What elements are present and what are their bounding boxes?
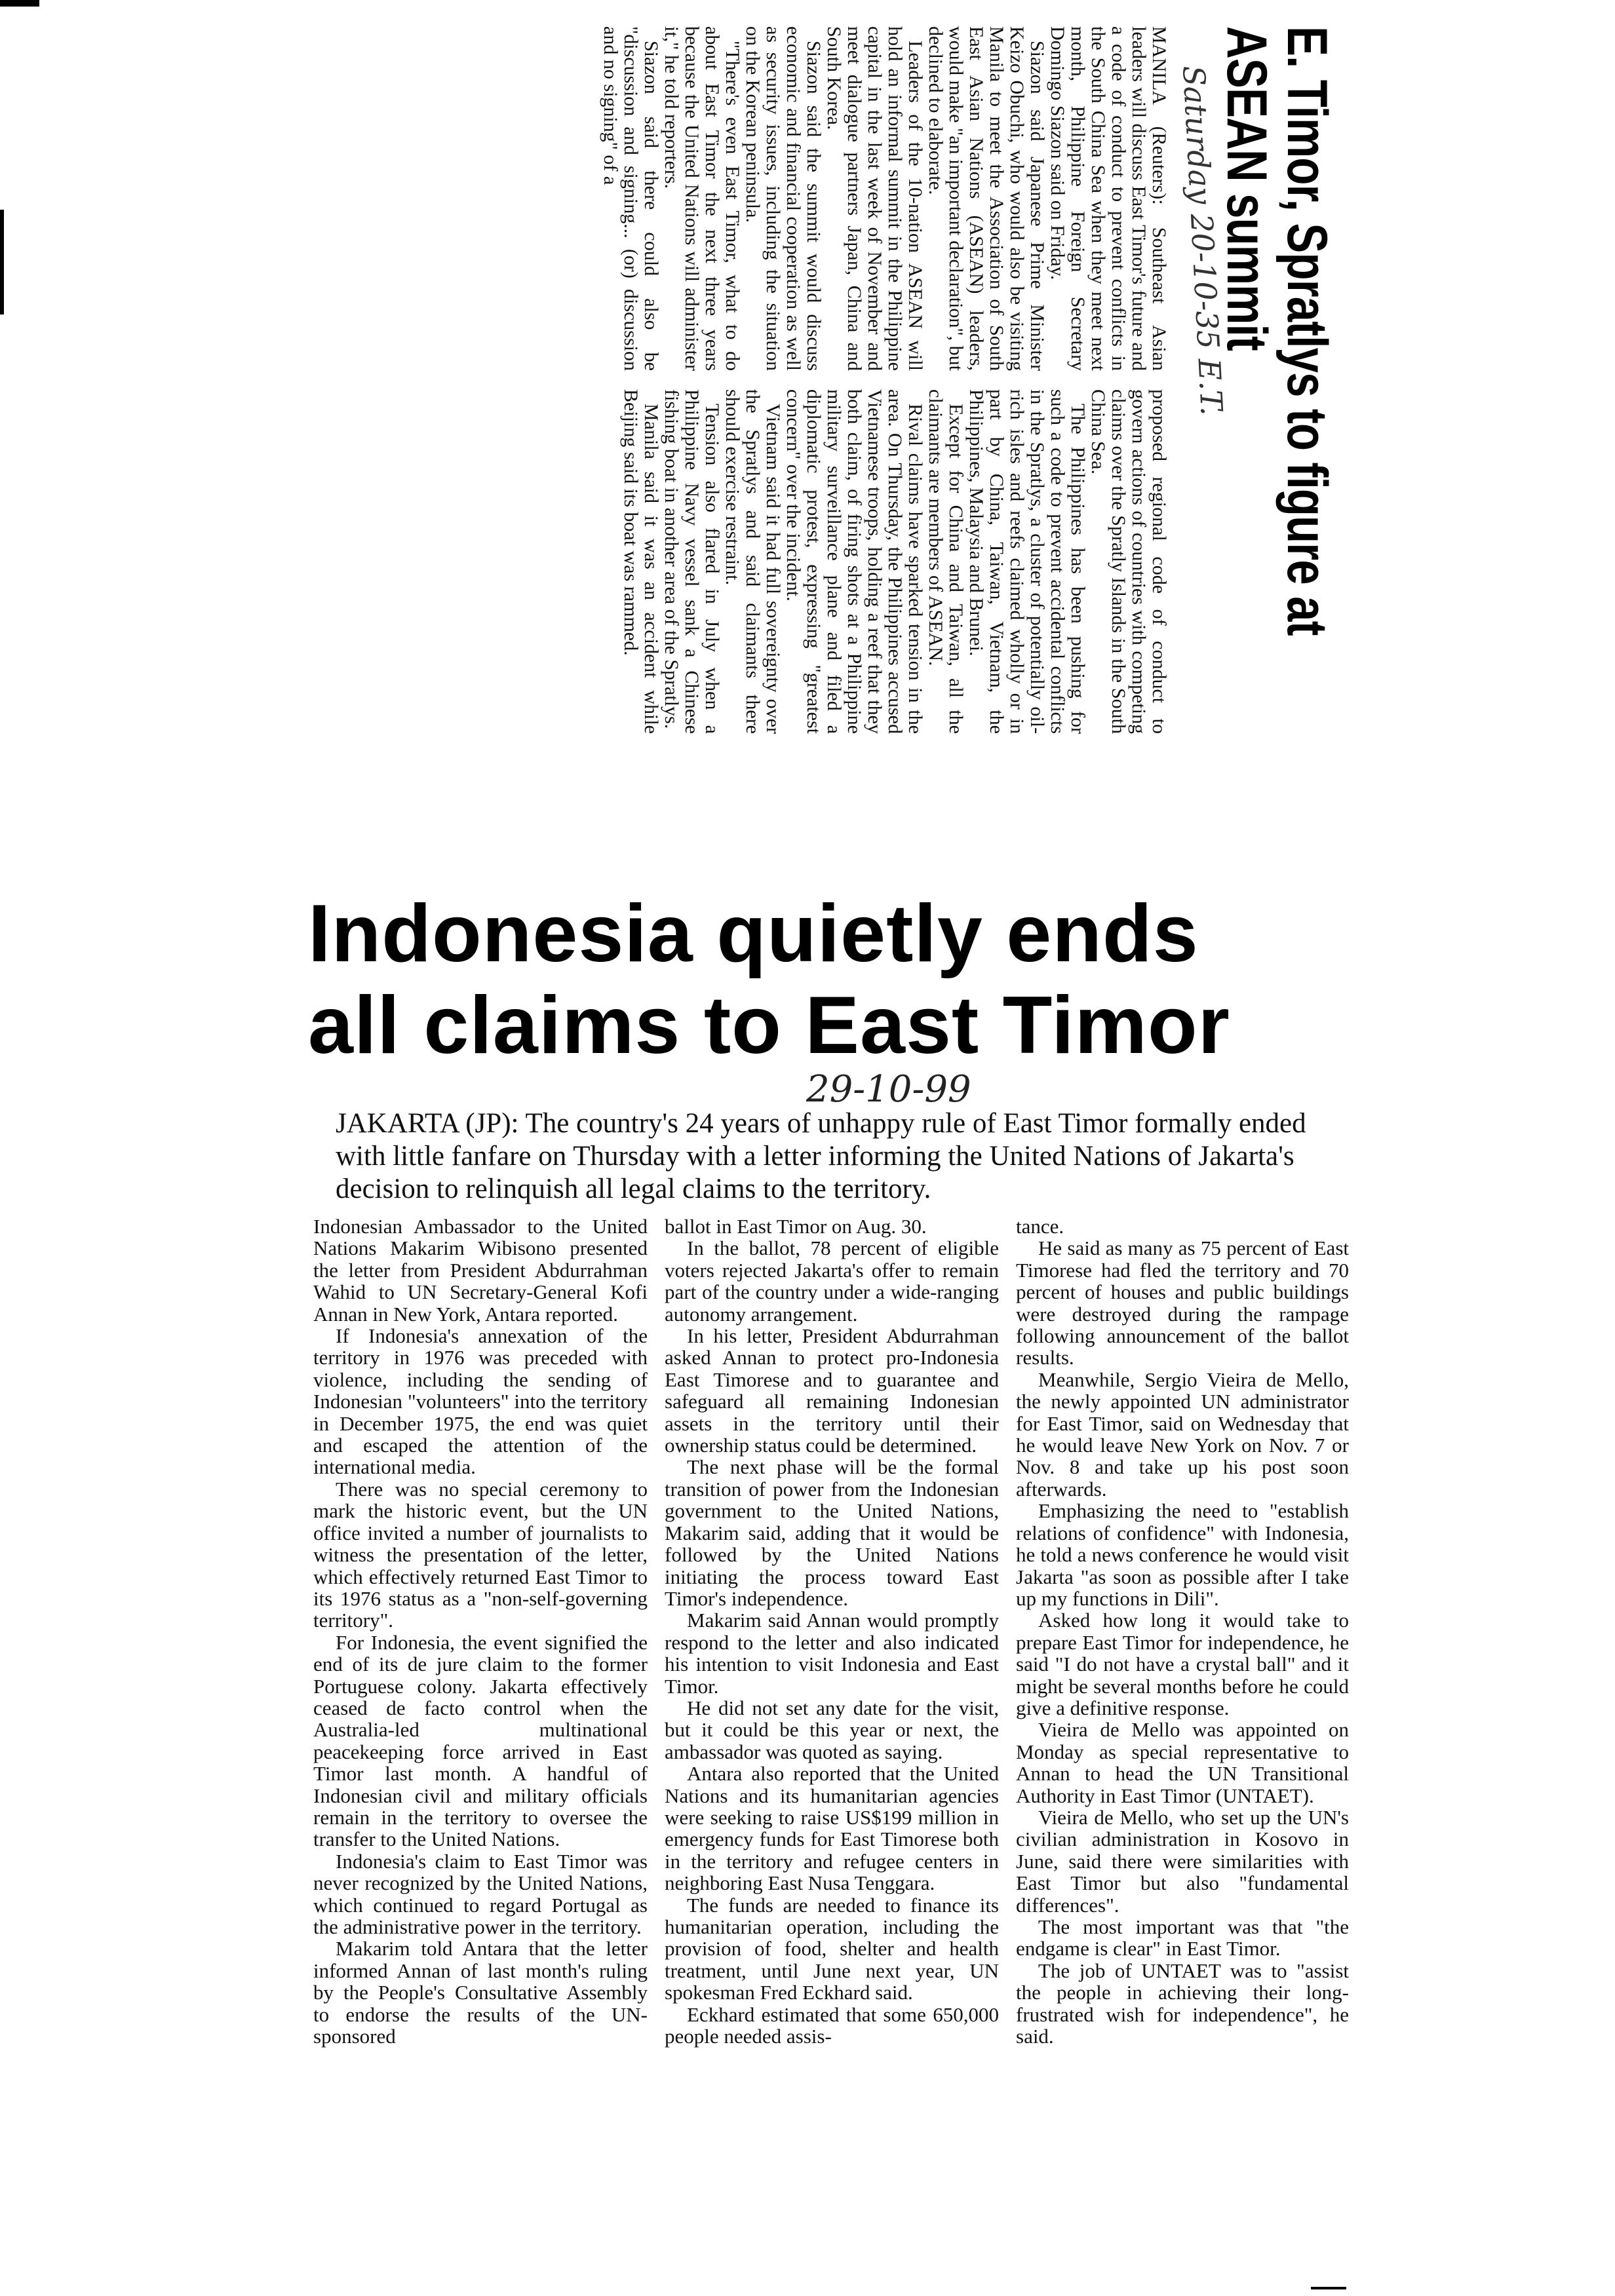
paragraph: Meanwhile, Sergio Vieira de Mello, the newly appointed UN administrator for East Timor, said on Wednesday that he would leave New York on Nov. 7 or Nov. 8 and take up his post soon afterwards. xyxy=(1016,1368,1349,1501)
paragraph: proposed regional code of conduct to govern actions of countries with competing claims over the Spratly Islands in the South China Sea. xyxy=(1087,389,1170,734)
paragraph: The most important was that "the endgame is clear" in East Timor. xyxy=(1016,1915,1349,1961)
paragraph: In the ballot, 78 percent of eligible voters rejected Jakarta's offer to remain part of the country under a wide-ranging autonomy arrangement. xyxy=(665,1236,999,1326)
paragraph: He did not set any date for the visit, but it could be this year or next, the ambassador was quoted as saying. xyxy=(665,1696,999,1763)
paragraph: He said as many as 75 percent of East Timorese had fled the territory and 70 percent of houses and public buildings were destroyed during the rampage following announcement of the ballot results. xyxy=(1016,1236,1349,1369)
article1-handwritten-note: Saturday 20-10-35 E.T. xyxy=(1176,64,1230,417)
article2-handwritten-date: 29-10-99 xyxy=(806,1068,971,1111)
article2-column-1 xyxy=(313,1215,648,2270)
paragraph: Rival claims have sparked tension in the area. On Thursday, the Philippines accused Vietnamese troops, holding a reef that they both claim, of firing shots at a Philippine military surveillance plane and filed a diplomatic protest, expressing "greatest concern" over the incident. xyxy=(783,389,926,734)
paragraph: Antara also reported that the United Nations and its humanitarian agencies were seeking to raise US$199 million in emergency funds for East Timorese both in the territory and refugee centers in neighboring East Nusa Tenggara. xyxy=(665,1762,999,1895)
scan-edge-mark-top xyxy=(0,0,39,7)
paragraph: Leaders of the 10-nation ASEAN will hold an informal summit in the Philippine capital in the last week of November and meet dialogue partners Japan, China and South Korea. xyxy=(823,26,926,371)
article1-column-2 xyxy=(600,389,1169,734)
paragraph: Asked how long it would take to prepare East Timor for independence, he said "I do not have a crystal ball" and it might be several months before he could give a definitive response. xyxy=(1016,1609,1349,1719)
paragraph: tance. xyxy=(1016,1215,1064,1238)
article-end-rule xyxy=(1311,2287,1346,2289)
paragraph: The job of UNTAET was to "assist the people in achieving their long-frustrated wish for independence", he said. xyxy=(1016,1959,1349,2048)
paragraph: MANILA (Reuters): Southeast Asian leaders will discuss East Timor's future and a code of conduct to prevent conflicts in the South China Sea when they meet next month, Philippine Foreign Secretary Domingo Siazon said on Friday. xyxy=(1047,26,1170,371)
paragraph: ballot in East Timor on Aug. 30. xyxy=(665,1215,927,1238)
paragraph: Manila said it was an accident while Beijing said its boat was rammed. xyxy=(620,389,662,734)
paragraph: Vietnam said it had full sovereignty over the Spratlys and said claimants there should exercise restraint. xyxy=(722,389,784,734)
paragraph: Eckhard estimated that some 650,000 people needed assis- xyxy=(665,2002,999,2048)
paragraph: Indonesia's claim to East Timor was never recognized by the United Nations, which continued to regard Portugal as the administrative power in the territory. xyxy=(313,1849,648,1938)
scan-edge-mark xyxy=(0,210,4,315)
paragraph: The next phase will be the formal transition of power from the Indonesian government to the United Nations, Makarim said, adding that it would be followed by the United Nations initiating the process toward East Timor's independence. xyxy=(665,1455,999,1610)
paragraph: Siazon said the summit would discuss economic and financial cooperation as well as security issues, including the situation on the Korean peninsula. xyxy=(742,26,825,371)
headline-line-2: all claims to East Timor xyxy=(308,980,1230,1071)
paragraph: "There's even East Timor, what to do about East Timor the next three years because the United Nations will administer it," he told reporters. xyxy=(661,26,743,371)
paragraph: In his letter, President Abdurrahman asked Annan to protect pro-Indonesia East Timorese and to guarantee and safeguard all remaining Indonesian assets in the territory until their ownership status could be determined. xyxy=(665,1324,999,1457)
article2-body xyxy=(313,1215,1349,2270)
article2-headline xyxy=(308,888,1370,1071)
paragraph: Vieira de Mello was appointed on Monday as special representative to Annan to head the UN Transitional Authority in East Timor (UNTAET). xyxy=(1016,1718,1349,1807)
headline-line-1: Indonesia quietly ends xyxy=(308,889,1199,979)
article1-headline: E. Timor, Spratlys to figure at ASEAN summit xyxy=(1215,26,1338,636)
article1-column-1 xyxy=(600,26,1169,371)
paragraph: Except for China and Taiwan, all the claimants are members of ASEAN. xyxy=(925,389,967,734)
article2-column-2 xyxy=(665,1215,999,2270)
rotated-article-asean-summit xyxy=(328,26,1337,734)
paragraph: There was no special ceremony to mark the historic event, but the UN office invited a number of journalists to witness the presentation of the letter, which effectively returned East Timor to its 1976 status as a "non-self-governing territory". xyxy=(313,1477,648,1632)
paragraph: Indonesian Ambassador to the United Nations Makarim Wibisono presented the letter from President Abdurrahman Wahid to UN Secretary-General Kofi Annan in New York, Antara reported. xyxy=(313,1215,648,1326)
paragraph: Makarim told Antara that the letter informed Annan of last month's ruling by the People's Consultative Assembly to endorse the results of the UN-sponsored xyxy=(313,1937,648,2048)
paragraph: Emphasizing the need to "establish relations of confidence" with Indonesia, he told a news conference he would visit Jakarta "as soon as possible after I take up my functions in Dili". xyxy=(1016,1499,1349,1610)
paragraph: For Indonesia, the event signified the end of its de jure claim to the former Portuguese colony. Jakarta effectively ceased de facto control when the Australia-led multinational peacekeeping force arrived in East Timor last month. A handful of Indonesian civil and military officials remain in the territory to oversee the transfer to the United Nations. xyxy=(313,1630,648,1851)
paragraph: The Philippines has been pushing for such a code to prevent accidental conflicts in the Spratlys, a cluster of potentially oil-rich isles and reefs claimed wholly or in part by China, Taiwan, Vietnam, the Philippines, Malaysia and Brunei. xyxy=(965,389,1089,734)
paragraph: Tension also flared in July when a Philippine Navy vessel sank a Chinese fishing boat in another area of the Spratlys. xyxy=(661,389,723,734)
paragraph: Vieira de Mello, who set up the UN's civilian administration in Kosovo in June, said there were similarities with East Timor but also "fundamental differences". xyxy=(1016,1805,1349,1917)
paragraph: The funds are needed to finance its humanitarian operation, including the provision of food, shelter and health treatment, until June next year, UN spokesman Fred Eckhard said. xyxy=(665,1893,999,2004)
paragraph: If Indonesia's annexation of the territory in 1976 was preceded with violence, including the sending of Indonesian "volunteers" into the territory in December 1975, the end was quiet and escaped the attention of the international media. xyxy=(313,1324,648,1479)
paragraph: Siazon said there could also be "discussion and signing... (or) discussion and no signing" of a xyxy=(600,26,662,371)
paragraph: Makarim said Annan would promptly respond to the letter and also indicated his intention to visit Indonesia and East Timor. xyxy=(665,1609,999,1698)
paragraph: Siazon said Japanese Prime Minister Keizo Obuchi, who would also be visiting Manila to meet the Association of South East Asian Nations (ASEAN) leaders, would make "an important declaration", but declined to elaborate. xyxy=(925,26,1048,372)
article2-lead-paragraph: JAKARTA (JP): The country's 24 years of unhappy rule of East Timor formally ended with little fanfare on Thursday with a letter informing the United Nations of Jakarta's decision to relinquish all legal claims to the territory. xyxy=(336,1108,1306,1204)
article2-column-3 xyxy=(1016,1215,1349,2270)
